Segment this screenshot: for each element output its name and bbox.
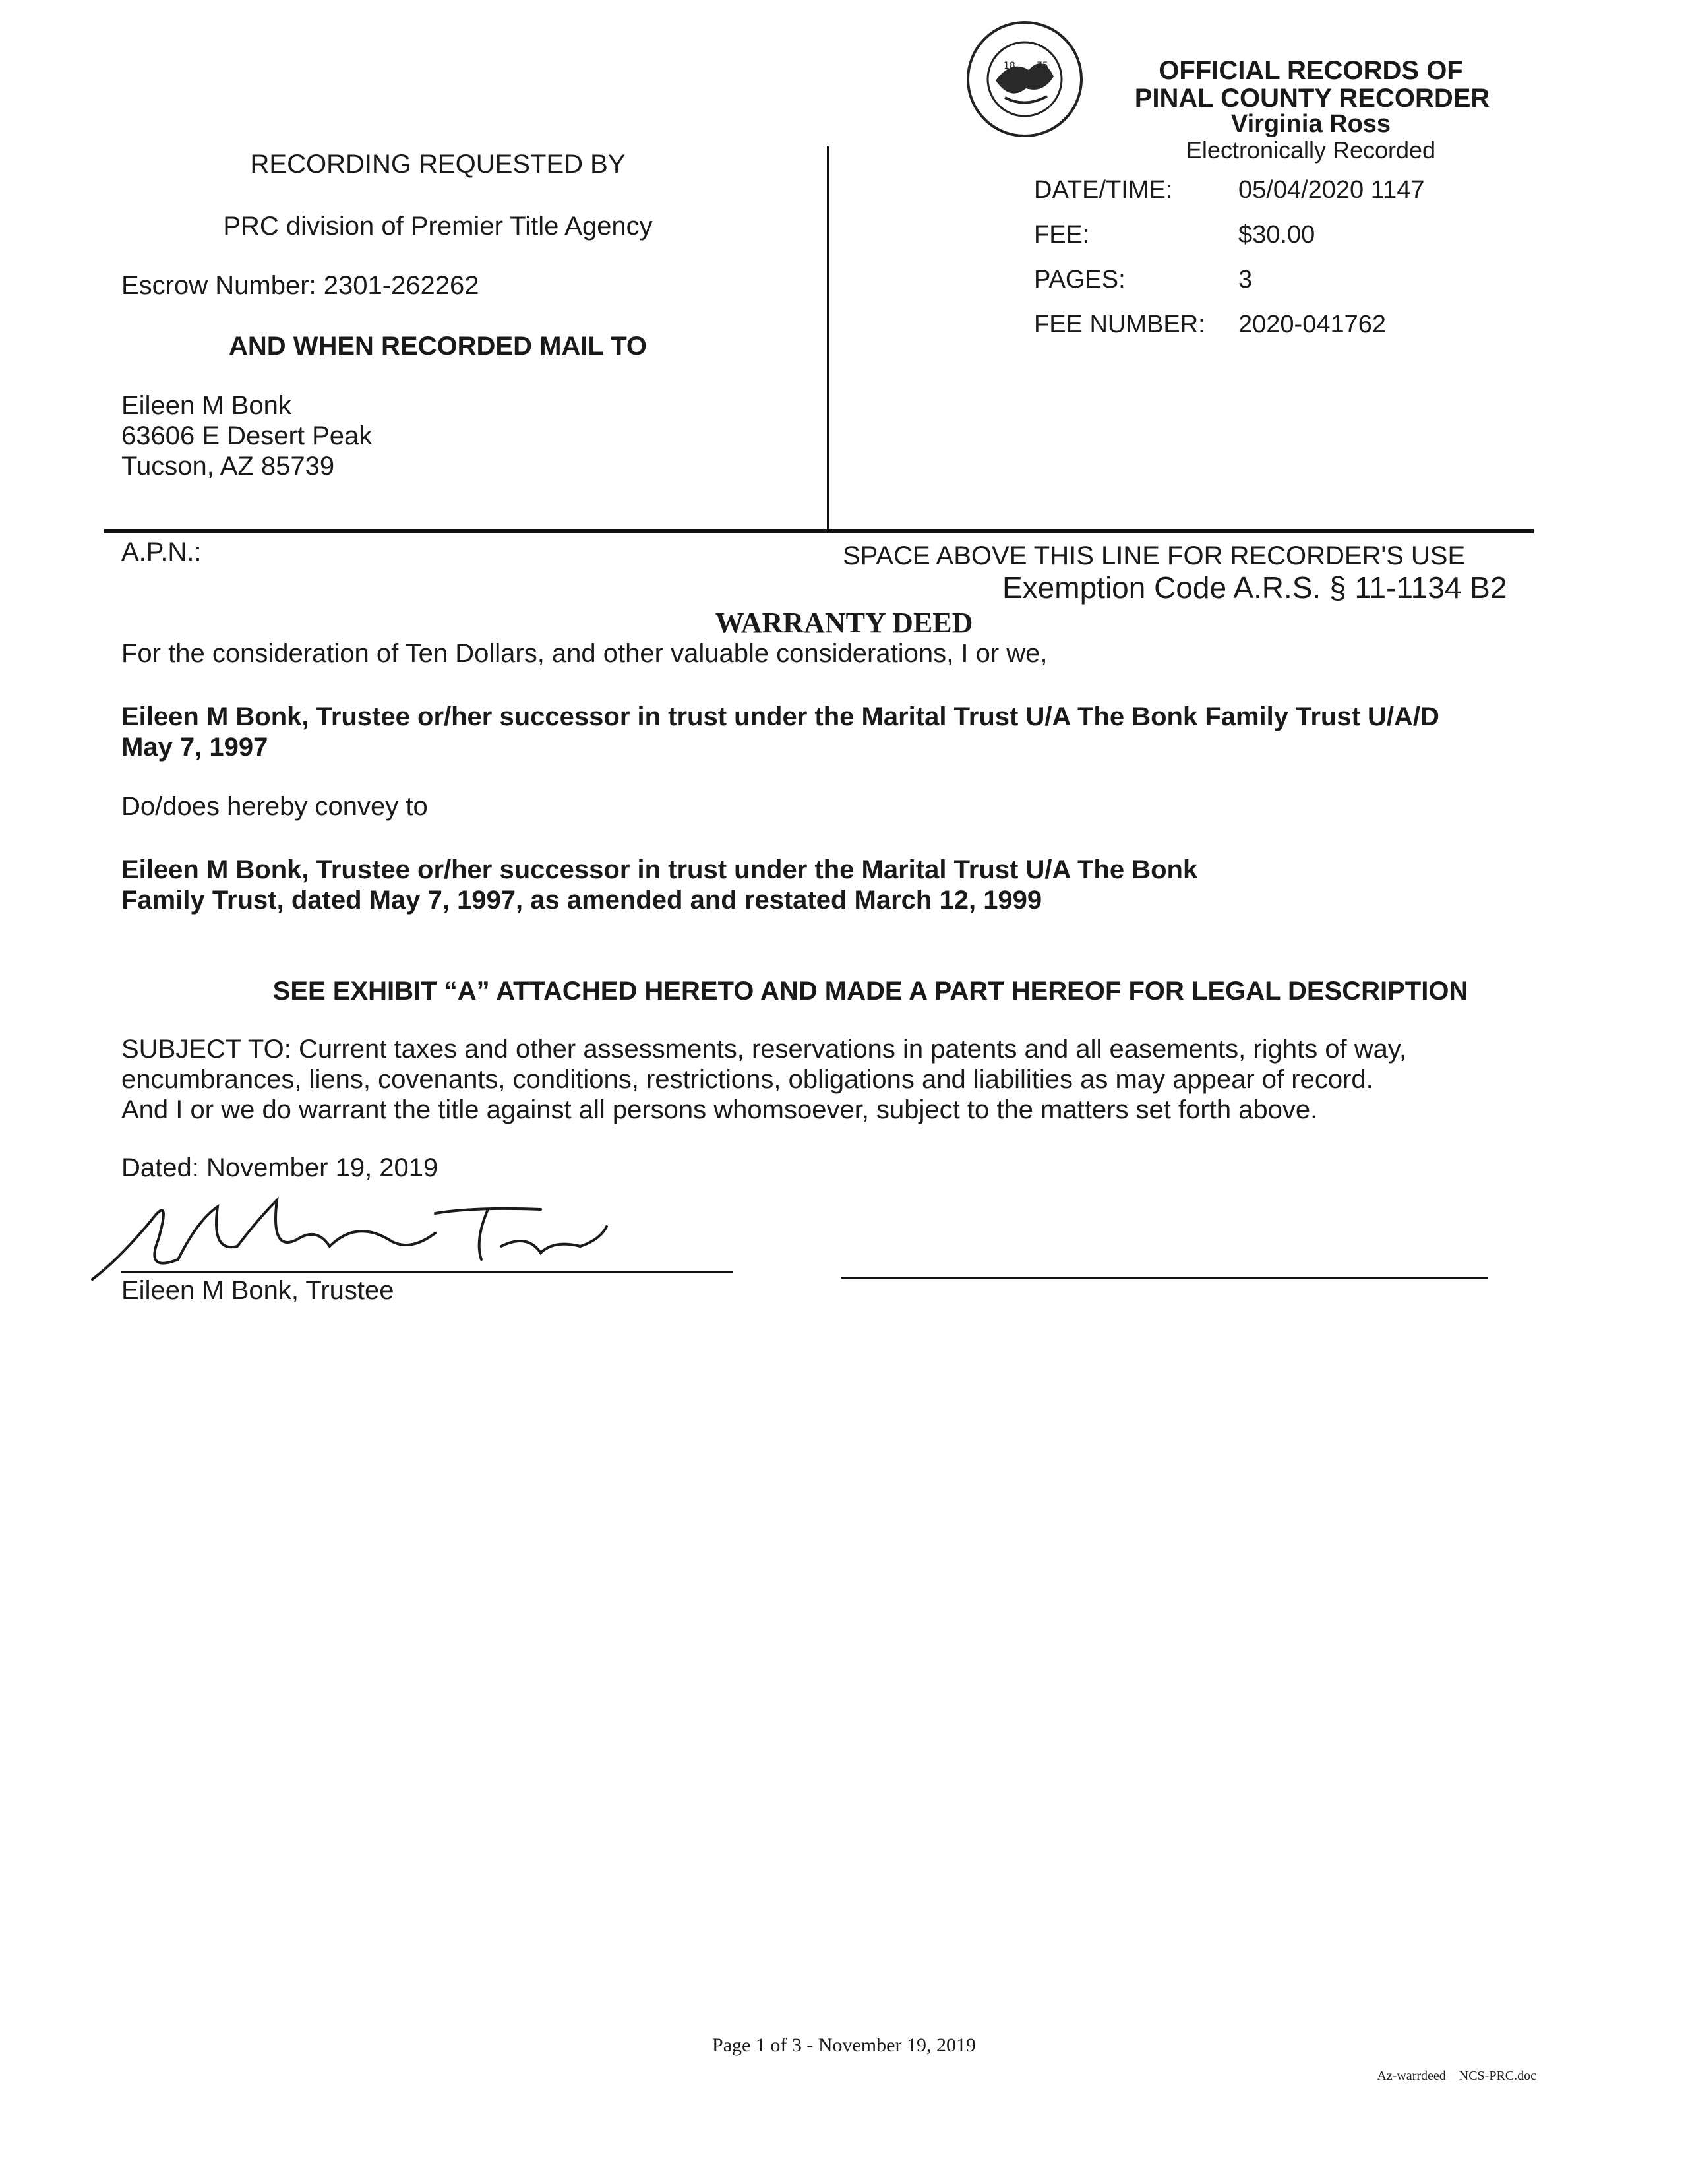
address-line: Eileen M Bonk [121, 391, 291, 420]
field-value: 05/04/2020 1147 [1238, 176, 1425, 204]
grantor-line: May 7, 1997 [121, 733, 268, 762]
field-label: PAGES: [1034, 266, 1126, 293]
recorder-use-notice: SPACE ABOVE THIS LINE FOR RECORDER'S USE [843, 541, 1466, 570]
address-line: Tucson, AZ 85739 [121, 452, 335, 481]
address-line: 63606 E Desert Peak [121, 421, 373, 450]
second-signature-line [841, 1277, 1488, 1279]
signer-name: Eileen M Bonk, Trustee [121, 1276, 394, 1305]
header-divider-vertical [827, 146, 829, 530]
recorder-name: Virginia Ross [1230, 110, 1391, 138]
subject-to-line: And I or we do warrant the title against all persons whomsoever, subject to the matters set forth above. [121, 1095, 1318, 1124]
dated-line: Dated: November 19, 2019 [121, 1153, 438, 1182]
signature-line [121, 1271, 733, 1273]
seal-year-right: 75 [1037, 61, 1048, 71]
grantee-block [121, 855, 1197, 915]
subject-to-block [121, 1034, 1406, 1125]
recorder-line2: PINAL COUNTY RECORDER [1134, 84, 1490, 113]
recorder-use-rule [104, 529, 1534, 533]
recorder-method: Electronically Recorded [1186, 136, 1436, 164]
mail-to-heading: AND WHEN RECORDED MAIL TO [228, 332, 648, 361]
seal-year-left: 18 [1004, 61, 1015, 71]
convey-text: Do/does hereby convey to [121, 792, 428, 821]
exemption-code: Exemption Code A.R.S. § 11-1134 B2 [1002, 570, 1507, 605]
grantee-line: Family Trust, dated May 7, 1997, as amended and restated March 12, 1999 [121, 886, 1042, 915]
recording-requested-by: RECORDING REQUESTED BY [250, 150, 626, 179]
document-code: Az-warrdeed – NCS-PRC.doc [1377, 2069, 1536, 2083]
grantor-line: Eileen M Bonk, Trustee or/her successor in trust under the Marital Trust U/A The Bonk Family Trust U/A/D [121, 702, 1439, 731]
grantee-line: Eileen M Bonk, Trustee or/her successor in trust under the Marital Trust U/A The Bonk [121, 855, 1198, 884]
page-title: WARRANTY DEED [715, 607, 973, 639]
field-label: FEE NUMBER: [1034, 311, 1205, 338]
requesting-agency: PRC division of Premier Title Agency [223, 212, 653, 241]
field-label: DATE/TIME: [1034, 176, 1173, 204]
seal-graphic [965, 20, 1084, 138]
mailing-address [121, 390, 372, 481]
grantor-block [121, 702, 1439, 762]
field-value: $30.00 [1238, 221, 1315, 249]
consideration-text: For the consideration of Ten Dollars, and other valuable considerations, I or we, [121, 639, 1048, 668]
field-label: FEE: [1034, 221, 1090, 249]
field-value: 3 [1238, 266, 1253, 293]
field-value: 2020-041762 [1238, 311, 1386, 338]
county-seal [965, 20, 1084, 138]
exhibit-notice: SEE EXHIBIT “A” ATTACHED HERETO AND MADE A PART HEREOF FOR LEGAL DESCRIPTION [272, 977, 1468, 1006]
escrow-number: Escrow Number: 2301-262262 [121, 271, 479, 300]
page-footer: Page 1 of 3 - November 19, 2019 [712, 2034, 976, 2056]
subject-to-line: SUBJECT TO: Current taxes and other assessments, reservations in patents and all easements, rights of way, [121, 1035, 1407, 1064]
recorder-line1: OFFICIAL RECORDS OF [1159, 56, 1463, 85]
apn-label: A.P.N.: [121, 537, 202, 566]
subject-to-line: encumbrances, liens, covenants, conditions, restrictions, obligations and liabilities as may appear of record. [121, 1065, 1373, 1094]
